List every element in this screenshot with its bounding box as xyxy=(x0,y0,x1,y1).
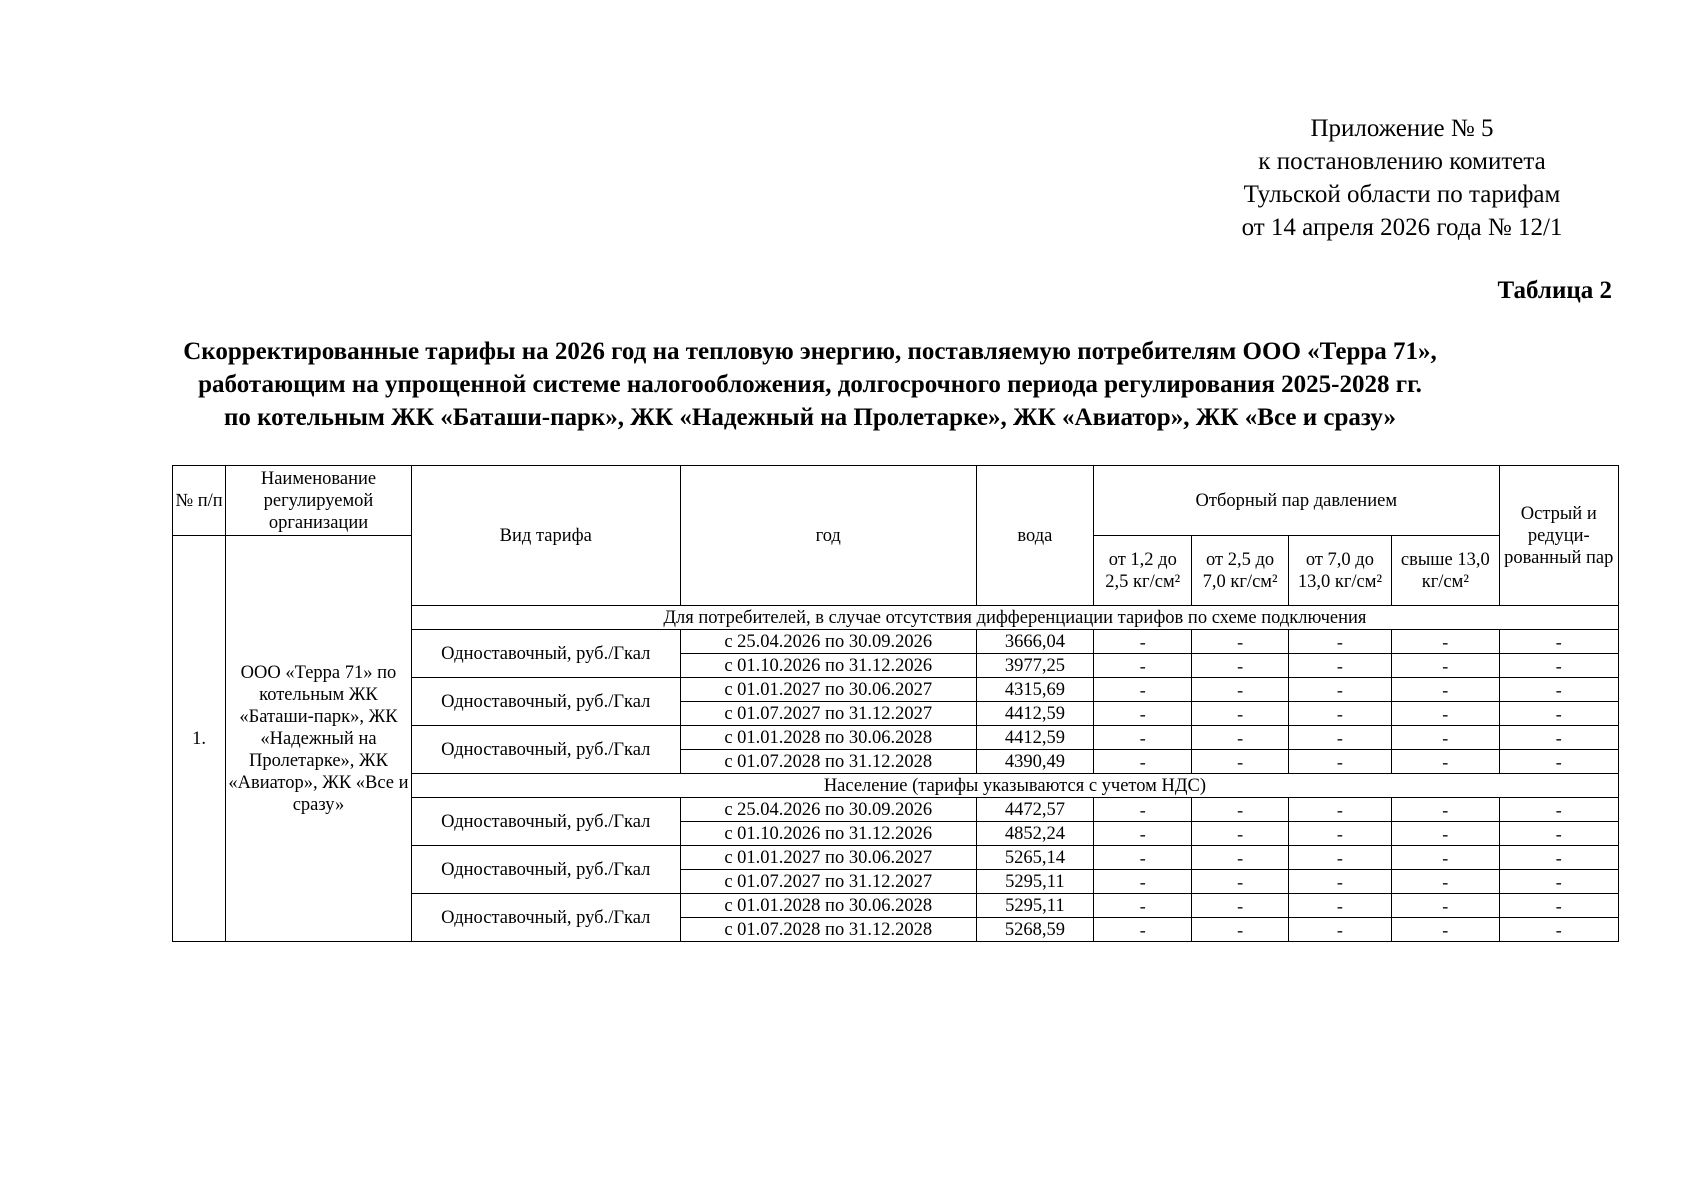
appendix-line-1: Приложение № 5 xyxy=(1310,115,1494,142)
document-title xyxy=(160,335,1460,434)
empty-value-dash: - xyxy=(1094,846,1192,870)
empty-value-dash: - xyxy=(1499,798,1619,822)
period: с 01.07.2027 по 31.12.2027 xyxy=(680,870,976,894)
col-header-steam-1: от 1,2 до 2,5 кг/см² xyxy=(1094,536,1192,606)
section-title: Для потребителей, в случае отсутствия дифференциации тарифов по схеме подключения xyxy=(411,606,1618,630)
empty-value-dash: - xyxy=(1094,726,1192,750)
empty-value-dash: - xyxy=(1192,798,1288,822)
empty-value-dash: - xyxy=(1392,630,1499,654)
empty-value-dash: - xyxy=(1288,678,1391,702)
empty-value-dash: - xyxy=(1094,654,1192,678)
water-tariff: 4390,49 xyxy=(976,750,1093,774)
empty-value-dash: - xyxy=(1288,726,1391,750)
period: с 01.07.2028 по 31.12.2028 xyxy=(680,918,976,942)
period: с 01.01.2028 по 30.06.2028 xyxy=(680,894,976,918)
col-header-water: вода xyxy=(976,466,1093,606)
water-tariff: 4472,57 xyxy=(976,798,1093,822)
tariff-type: Одноставочный, руб./Гкал xyxy=(411,630,680,678)
empty-value-dash: - xyxy=(1288,846,1391,870)
organization-name: ООО «Терра 71» по котельным ЖК «Баташи-парк», ЖК «Надежный на Пролетарке», ЖК «Авиатор», ЖК «Все и сразу» xyxy=(226,536,412,942)
empty-value-dash: - xyxy=(1192,846,1288,870)
appendix-header xyxy=(1192,112,1612,244)
empty-value-dash: - xyxy=(1288,654,1391,678)
tariff-type: Одноставочный, руб./Гкал xyxy=(411,726,680,774)
empty-value-dash: - xyxy=(1094,870,1192,894)
tariff-type: Одноставочный, руб./Гкал xyxy=(411,678,680,726)
empty-value-dash: - xyxy=(1288,750,1391,774)
empty-value-dash: - xyxy=(1094,630,1192,654)
period: с 01.01.2028 по 30.06.2028 xyxy=(680,726,976,750)
appendix-line-2: к постановлению комитета xyxy=(1258,148,1546,175)
period: с 25.04.2026 по 30.09.2026 xyxy=(680,630,976,654)
col-header-num: № п/п xyxy=(173,466,226,536)
col-header-org: Наименование регулируемой организации xyxy=(226,466,412,536)
empty-value-dash: - xyxy=(1192,918,1288,942)
title-line-3: по котельным ЖК «Баташи-парк», ЖК «Надежный на Пролетарке», ЖК «Авиатор», ЖК «Все и сразу» xyxy=(223,404,1397,431)
empty-value-dash: - xyxy=(1392,702,1499,726)
water-tariff: 5295,11 xyxy=(976,870,1093,894)
water-tariff: 5268,59 xyxy=(976,918,1093,942)
empty-value-dash: - xyxy=(1192,654,1288,678)
empty-value-dash: - xyxy=(1288,822,1391,846)
water-tariff: 4412,59 xyxy=(976,726,1093,750)
empty-value-dash: - xyxy=(1192,726,1288,750)
empty-value-dash: - xyxy=(1094,822,1192,846)
empty-value-dash: - xyxy=(1392,678,1499,702)
empty-value-dash: - xyxy=(1392,870,1499,894)
empty-value-dash: - xyxy=(1094,750,1192,774)
empty-value-dash: - xyxy=(1192,822,1288,846)
water-tariff: 4315,69 xyxy=(976,678,1093,702)
empty-value-dash: - xyxy=(1288,798,1391,822)
empty-value-dash: - xyxy=(1499,678,1619,702)
period: с 01.10.2026 по 31.12.2026 xyxy=(680,654,976,678)
empty-value-dash: - xyxy=(1499,918,1619,942)
section-title: Население (тарифы указываются с учетом НДС) xyxy=(411,774,1618,798)
empty-value-dash: - xyxy=(1192,894,1288,918)
period: с 01.01.2027 по 30.06.2027 xyxy=(680,846,976,870)
period: с 01.01.2027 по 30.06.2027 xyxy=(680,678,976,702)
empty-value-dash: - xyxy=(1094,702,1192,726)
title-line-2: работающим на упрощенной системе налогообложения, долгосрочного периода регулирования 2025-2028 гг. xyxy=(198,371,1422,398)
col-header-year: год xyxy=(680,466,976,606)
water-tariff: 5295,11 xyxy=(976,894,1093,918)
empty-value-dash: - xyxy=(1499,702,1619,726)
table-label: Таблица 2 xyxy=(1497,277,1612,304)
empty-value-dash: - xyxy=(1499,846,1619,870)
empty-value-dash: - xyxy=(1392,726,1499,750)
empty-value-dash: - xyxy=(1192,870,1288,894)
empty-value-dash: - xyxy=(1499,750,1619,774)
water-tariff: 5265,14 xyxy=(976,846,1093,870)
empty-value-dash: - xyxy=(1392,894,1499,918)
empty-value-dash: - xyxy=(1392,750,1499,774)
empty-value-dash: - xyxy=(1392,822,1499,846)
tariff-type: Одноставочный, руб./Гкал xyxy=(411,798,680,846)
empty-value-dash: - xyxy=(1392,918,1499,942)
empty-value-dash: - xyxy=(1392,798,1499,822)
empty-value-dash: - xyxy=(1499,894,1619,918)
empty-value-dash: - xyxy=(1499,630,1619,654)
empty-value-dash: - xyxy=(1192,750,1288,774)
empty-value-dash: - xyxy=(1499,870,1619,894)
title-line-1: Скорректированные тарифы на 2026 год на тепловую энергию, поставляемую потребителям ООО «Терра 71», xyxy=(183,338,1437,365)
empty-value-dash: - xyxy=(1499,822,1619,846)
tariff-type: Одноставочный, руб./Гкал xyxy=(411,894,680,942)
period: с 01.07.2027 по 31.12.2027 xyxy=(680,702,976,726)
period: с 01.07.2028 по 31.12.2028 xyxy=(680,750,976,774)
tariff-table xyxy=(172,465,1619,942)
empty-value-dash: - xyxy=(1094,894,1192,918)
empty-value-dash: - xyxy=(1094,678,1192,702)
water-tariff: 4852,24 xyxy=(976,822,1093,846)
appendix-line-4: от 14 апреля 2026 года № 12/1 xyxy=(1241,214,1563,241)
water-tariff: 4412,59 xyxy=(976,702,1093,726)
empty-value-dash: - xyxy=(1094,918,1192,942)
empty-value-dash: - xyxy=(1094,798,1192,822)
empty-value-dash: - xyxy=(1192,702,1288,726)
col-header-steam-group: Отборный пар давлением xyxy=(1094,466,1499,536)
empty-value-dash: - xyxy=(1392,846,1499,870)
col-header-tariff-type: Вид тарифа xyxy=(411,466,680,606)
period: с 01.10.2026 по 31.12.2026 xyxy=(680,822,976,846)
period: с 25.04.2026 по 30.09.2026 xyxy=(680,798,976,822)
empty-value-dash: - xyxy=(1288,894,1391,918)
empty-value-dash: - xyxy=(1288,918,1391,942)
col-header-steam-2: от 2,5 до 7,0 кг/см² xyxy=(1192,536,1288,606)
row-number: 1. xyxy=(173,536,226,942)
empty-value-dash: - xyxy=(1288,870,1391,894)
col-header-steam-3: от 7,0 до 13,0 кг/см² xyxy=(1288,536,1391,606)
empty-value-dash: - xyxy=(1192,678,1288,702)
empty-value-dash: - xyxy=(1288,630,1391,654)
empty-value-dash: - xyxy=(1192,630,1288,654)
col-header-sharp-steam: Острый и редуци-рованный пар xyxy=(1499,466,1619,606)
water-tariff: 3977,25 xyxy=(976,654,1093,678)
empty-value-dash: - xyxy=(1499,654,1619,678)
empty-value-dash: - xyxy=(1392,654,1499,678)
empty-value-dash: - xyxy=(1288,702,1391,726)
empty-value-dash: - xyxy=(1499,726,1619,750)
col-header-steam-4: свыше 13,0 кг/см² xyxy=(1392,536,1499,606)
appendix-line-3: Тульской области по тарифам xyxy=(1243,181,1561,208)
water-tariff: 3666,04 xyxy=(976,630,1093,654)
tariff-type: Одноставочный, руб./Гкал xyxy=(411,846,680,894)
